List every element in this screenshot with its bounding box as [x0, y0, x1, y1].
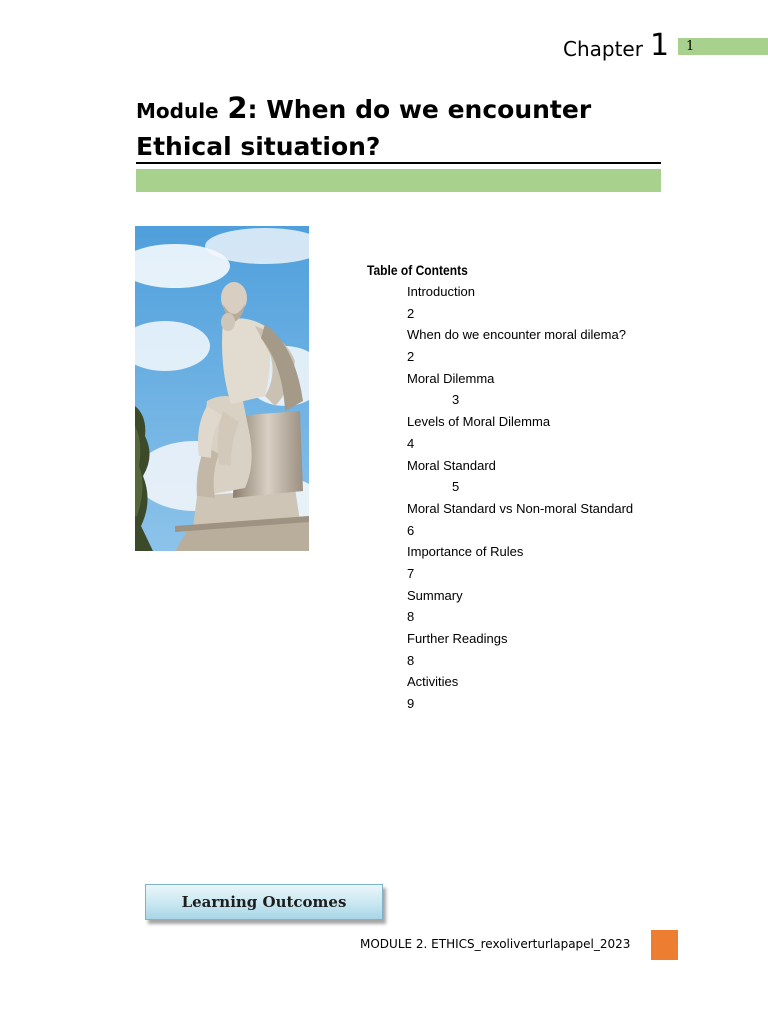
- toc-entry-page: 8: [407, 609, 415, 625]
- statue-image: [135, 226, 309, 551]
- toc-entry-title[interactable]: Importance of Rules: [407, 544, 524, 560]
- toc-entry-title[interactable]: Summary: [407, 587, 463, 603]
- chapter-number: 1: [650, 28, 670, 63]
- toc-entry-page: 8: [407, 652, 415, 668]
- toc-entry-title[interactable]: When do we encounter moral dilema?: [407, 327, 626, 343]
- page-number: 1: [686, 39, 695, 54]
- chapter-label: Chapter: [563, 37, 643, 61]
- title-text: : When do we encounter Ethical situation?: [136, 95, 592, 161]
- toc-entry-page: 6: [407, 522, 415, 538]
- learning-outcomes-label: Learning Outcomes: [181, 893, 347, 911]
- toc-entry-title[interactable]: Introduction: [407, 284, 475, 299]
- toc-entry-page: 2: [407, 349, 415, 365]
- toc-entry-title[interactable]: Moral Dilemma: [407, 370, 495, 386]
- footer-text: MODULE 2. ETHICS_rexoliverturlapapel_2023: [360, 937, 631, 951]
- toc-heading: Table of Contents: [367, 262, 468, 278]
- page-title: [136, 91, 666, 164]
- table-of-contents: [407, 281, 707, 715]
- toc-entry-title[interactable]: Moral Standard vs Non-moral Standard: [407, 500, 634, 516]
- toc-entry-page: 7: [407, 565, 415, 581]
- toc-entry-title[interactable]: Activities: [407, 674, 459, 690]
- learning-outcomes-banner: [145, 884, 383, 920]
- toc-entry-page: 2: [407, 305, 415, 321]
- title-green-band: [136, 169, 661, 192]
- toc-entry-page: 4: [407, 435, 415, 451]
- toc-entry-page: 5: [452, 479, 460, 495]
- toc-entry-title[interactable]: Levels of Moral Dilemma: [407, 414, 551, 430]
- title-module-number: 2: [227, 91, 248, 125]
- title-module-word: Module: [136, 99, 219, 123]
- toc-entry-page: 3: [452, 392, 460, 408]
- toc-entry-title[interactable]: Moral Standard: [407, 457, 496, 473]
- footer-orange-box: [651, 930, 678, 960]
- toc-entry-title[interactable]: Further Readings: [407, 631, 508, 646]
- title-underline: [136, 162, 661, 164]
- page-number-tab: [678, 38, 768, 55]
- toc-entry-page: 9: [407, 696, 415, 712]
